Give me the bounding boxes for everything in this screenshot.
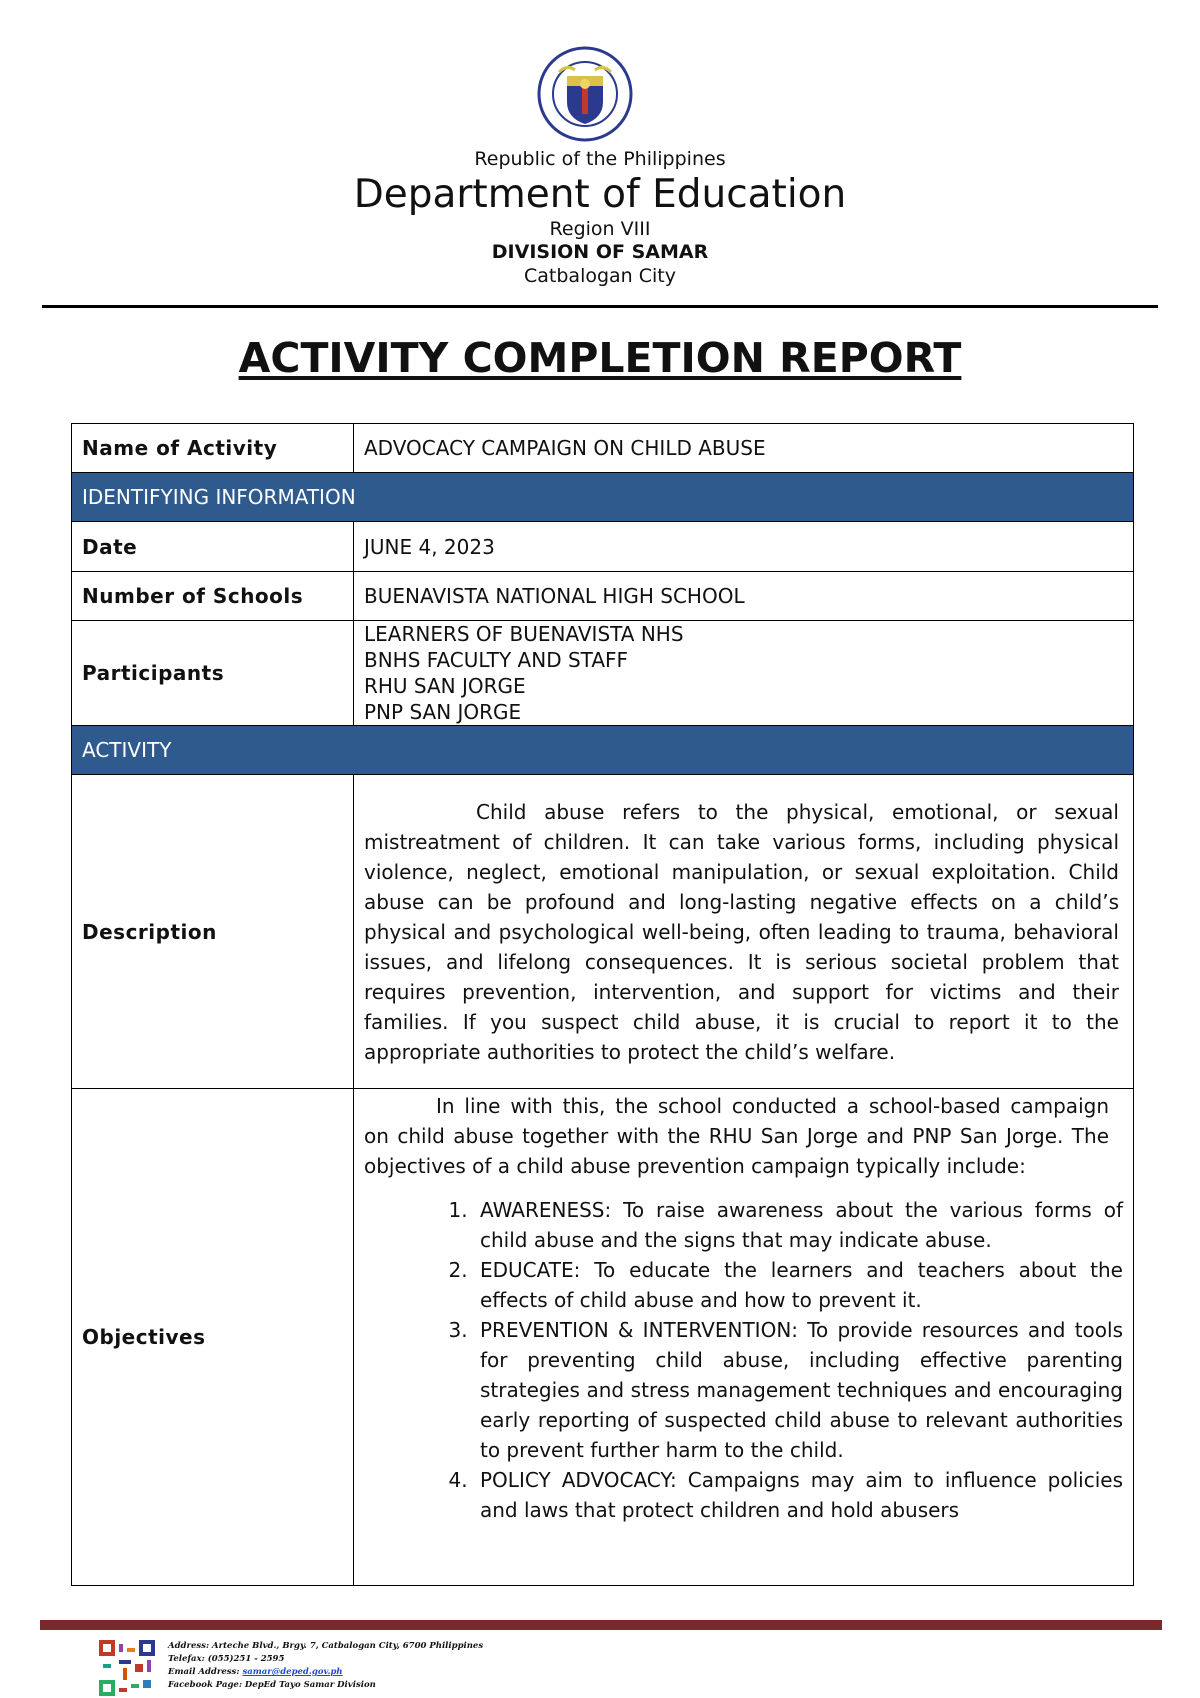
deped-seal-icon (537, 46, 633, 142)
row-date (72, 522, 1134, 572)
section-identifying-label: IDENTIFYING INFORMATION (72, 473, 1134, 522)
republic-line: Republic of the Philippines (474, 148, 726, 170)
section-activity (72, 726, 1134, 775)
row-name-of-activity (72, 424, 1134, 473)
footer-email-line (168, 1666, 483, 1679)
objectives-cell (354, 1089, 1134, 1586)
division-line: DIVISION OF SAMAR (491, 241, 709, 263)
section-identifying (72, 473, 1134, 522)
schools-label: Number of Schools (72, 572, 354, 621)
description-label: Description (72, 775, 354, 1089)
footer-address: Address: Arteche Blvd., Brgy. 7, Catbalogan City, 6700 Philippines (168, 1641, 484, 1651)
report-table (71, 423, 1134, 1586)
city-line: Catbalogan City (524, 265, 676, 287)
participants-value (354, 621, 1134, 726)
objectives-list (364, 1195, 1123, 1525)
row-schools (72, 572, 1134, 621)
participant-item: BNHS FACULTY AND STAFF (364, 648, 629, 672)
objective-item: 3. PREVENTION & INTERVENTION: To provide resources and tools for preventing child abuse, including effective parenting strategies and stress management techniques and encouraging early reporting of suspected child abuse to relevant authorities to prevent further harm to the child. (474, 1315, 1123, 1465)
region-line: Region VIII (549, 218, 651, 240)
qr-code-icon (98, 1640, 156, 1696)
footer-telefax: Telefax: (055)251 - 2595 (168, 1654, 285, 1664)
participant-item: RHU SAN JORGE (364, 674, 526, 698)
date-label: Date (72, 522, 354, 572)
name-label: Name of Activity (72, 424, 354, 473)
row-objectives (72, 1089, 1134, 1586)
name-value: ADVOCACY CAMPAIGN ON CHILD ABUSE (354, 424, 1134, 473)
footer-email-label: Email Address: (168, 1667, 240, 1677)
footer-contact (168, 1640, 483, 1692)
footer-email-link[interactable]: samar@deped.gov.ph (242, 1667, 343, 1677)
department-name: Department of Education (353, 172, 847, 217)
participant-item: PNP SAN JORGE (364, 700, 522, 724)
objectives-label: Objectives (72, 1089, 354, 1586)
participant-item: LEARNERS OF BUENAVISTA NHS (364, 622, 684, 646)
schools-value: BUENAVISTA NATIONAL HIGH SCHOOL (354, 572, 1134, 621)
objective-item: 2. EDUCATE: To educate the learners and teachers about the effects of child abuse and how to prevent it. (474, 1255, 1123, 1315)
footer-facebook: Facebook Page: DepEd Tayo Samar Division (168, 1680, 376, 1690)
objectives-intro: In line with this, the school conducted a school-based campaign on child abuse together with the RHU San Jorge and PNP San Jorge. The objectives of a child abuse prevention campaign typically include: (364, 1094, 1109, 1178)
participants-label: Participants (72, 621, 354, 726)
row-participants (72, 621, 1134, 726)
objective-item: 4. POLICY ADVOCACY: Campaigns may aim to influence policies and laws that protect children and hold abusers (474, 1465, 1123, 1525)
objective-item: 1. AWARENESS: To raise awareness about the various forms of child abuse and the signs that may indicate abuse. (474, 1195, 1123, 1255)
description-text: Child abuse refers to the physical, emotional, or sexual mistreatment of children. It can take various forms, including physical violence, neglect, emotional manipulation, or sexual exploitation. Child abuse can be profound and long-lasting negative effects on a child’s physical and psychological well-being, often leading to trauma, behavioral issues, and lifelong consequences. It is serious societal problem that requires prevention, intervention, and support for victims and their families. If you suspect child abuse, it is crucial to report it to the appropriate authorities to protect the child’s welfare. (354, 775, 1134, 1089)
footer-divider (40, 1620, 1162, 1630)
footer (98, 1640, 798, 1695)
row-description (72, 775, 1134, 1089)
section-activity-label: ACTIVITY (72, 726, 1134, 775)
report-title: ACTIVITY COMPLETION REPORT (238, 334, 962, 382)
date-value: JUNE 4, 2023 (354, 522, 1134, 572)
header-divider (42, 305, 1158, 308)
